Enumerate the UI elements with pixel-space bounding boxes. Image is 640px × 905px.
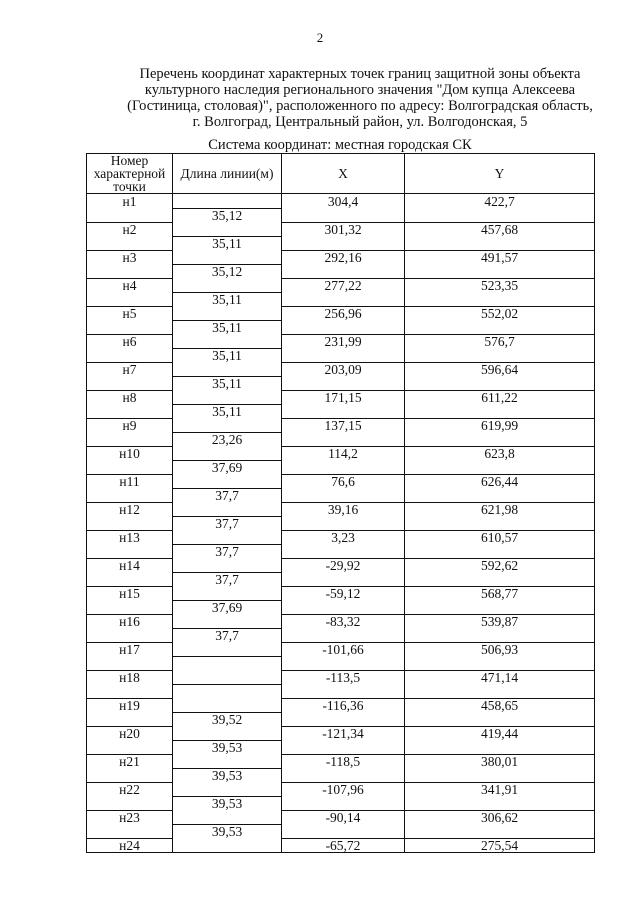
point-name-cell: н4 [87,278,173,292]
empty-cell [405,488,595,502]
empty-cell [87,320,173,334]
point-name-cell: н10 [87,446,173,460]
empty-cell [405,376,595,390]
empty-cell [282,600,405,614]
point-name-cell: н17 [87,642,173,656]
table-row [87,614,595,628]
segment-row [87,572,595,586]
segment-row [87,404,595,418]
empty-cell [87,264,173,278]
line-length-cell [173,530,282,544]
segment-row [87,208,595,222]
segment-length-cell: 35,12 [173,264,282,278]
line-length-cell [173,642,282,656]
empty-cell [87,404,173,418]
point-name-cell: н5 [87,306,173,320]
line-length-cell [173,614,282,628]
x-coordinate-cell: 203,09 [282,362,405,376]
x-coordinate-cell: -90,14 [282,810,405,824]
empty-cell [87,460,173,474]
y-coordinate-cell: 506,93 [405,642,595,656]
point-name-cell: н21 [87,754,173,768]
segment-row [87,376,595,390]
segment-row [87,824,595,838]
line-length-cell [173,698,282,712]
empty-cell [405,432,595,446]
table-row [87,474,595,488]
segment-row [87,600,595,614]
segment-length-cell: 39,53 [173,768,282,782]
y-coordinate-cell: 306,62 [405,810,595,824]
empty-cell [282,432,405,446]
empty-cell [282,628,405,642]
x-coordinate-cell: 3,23 [282,530,405,544]
empty-cell [405,600,595,614]
line-length-cell [173,670,282,684]
segment-length-cell: 37,7 [173,516,282,530]
line-length-cell [173,390,282,404]
x-coordinate-cell: 76,6 [282,474,405,488]
empty-cell [405,348,595,362]
point-name-cell: н22 [87,782,173,796]
header-y: Y [405,154,595,194]
empty-cell [405,572,595,586]
y-coordinate-cell: 458,65 [405,698,595,712]
y-coordinate-cell: 592,62 [405,558,595,572]
empty-cell [282,768,405,782]
title-line: г. Волгоград, Центральный район, ул. Волгодонская, 5 [192,114,528,130]
segment-row [87,460,595,474]
coordinates-table-body [87,194,595,853]
segment-row [87,628,595,642]
segment-length-cell: 39,53 [173,740,282,754]
segment-length-cell: 37,7 [173,488,282,502]
empty-cell [282,544,405,558]
empty-cell [405,292,595,306]
point-name-cell: н13 [87,530,173,544]
segment-length-cell: 37,69 [173,460,282,474]
point-name-cell: н8 [87,390,173,404]
empty-cell [282,684,405,698]
empty-cell [87,208,173,222]
x-coordinate-cell: -116,36 [282,698,405,712]
line-length-cell [173,586,282,600]
x-coordinate-cell: 292,16 [282,250,405,264]
empty-cell [87,684,173,698]
segment-length-cell: 35,11 [173,376,282,390]
empty-cell [282,348,405,362]
point-name-cell: н15 [87,586,173,600]
empty-cell [87,236,173,250]
x-coordinate-cell: 256,96 [282,306,405,320]
table-row [87,586,595,600]
line-length-cell [173,222,282,236]
y-coordinate-cell: 419,44 [405,726,595,740]
x-coordinate-cell: 304,4 [282,194,405,209]
line-length-cell [173,782,282,796]
line-length-cell [173,446,282,460]
line-length-cell [173,810,282,824]
y-coordinate-cell: 596,64 [405,362,595,376]
x-coordinate-cell: -107,96 [282,782,405,796]
title-line: Перечень координат характерных точек границ защитной зоны объекта [139,66,581,82]
empty-cell [282,404,405,418]
segment-row [87,432,595,446]
y-coordinate-cell: 539,87 [405,614,595,628]
line-length-cell [173,306,282,320]
point-name-cell: н9 [87,418,173,432]
segment-length-cell [173,684,282,698]
title-line: культурного наследия регионального значения "Дом купца Алексеева [144,82,576,98]
line-length-cell [173,362,282,376]
empty-cell [87,292,173,306]
point-name-cell: н11 [87,474,173,488]
empty-cell [87,768,173,782]
empty-cell [405,264,595,278]
empty-cell [87,544,173,558]
table-row [87,222,595,236]
table-row [87,390,595,404]
table-header-row [87,154,595,194]
coordinates-table [86,153,595,853]
empty-cell [282,824,405,838]
y-coordinate-cell: 623,8 [405,446,595,460]
line-length-cell [173,838,282,853]
point-name-cell: н14 [87,558,173,572]
segment-length-cell: 37,69 [173,600,282,614]
segment-row [87,236,595,250]
segment-length-cell: 39,53 [173,796,282,810]
table-row [87,306,595,320]
empty-cell [405,516,595,530]
empty-cell [405,460,595,474]
empty-cell [87,432,173,446]
empty-cell [87,600,173,614]
y-coordinate-cell: 341,91 [405,782,595,796]
point-name-cell: н24 [87,838,173,853]
y-coordinate-cell: 611,22 [405,390,595,404]
empty-cell [282,656,405,670]
y-coordinate-cell: 626,44 [405,474,595,488]
segment-row [87,768,595,782]
empty-cell [87,796,173,810]
empty-cell [87,628,173,642]
empty-cell [87,740,173,754]
segment-length-cell: 39,53 [173,824,282,838]
segment-length-cell: 37,7 [173,572,282,586]
empty-cell [405,656,595,670]
x-coordinate-cell: 171,15 [282,390,405,404]
empty-cell [405,684,595,698]
point-name-cell: н6 [87,334,173,348]
x-coordinate-cell: -101,66 [282,642,405,656]
segment-row [87,348,595,362]
x-coordinate-cell: 301,32 [282,222,405,236]
y-coordinate-cell: 471,14 [405,670,595,684]
point-name-cell: н3 [87,250,173,264]
table-row [87,726,595,740]
x-coordinate-cell: 277,22 [282,278,405,292]
page-number: 2 [316,30,324,45]
y-coordinate-cell: 380,01 [405,754,595,768]
empty-cell [405,404,595,418]
segment-row [87,320,595,334]
empty-cell [405,544,595,558]
segment-row [87,516,595,530]
y-coordinate-cell: 491,57 [405,250,595,264]
empty-cell [282,376,405,390]
empty-cell [87,376,173,390]
segment-row [87,544,595,558]
line-length-cell [173,334,282,348]
segment-row [87,740,595,754]
empty-cell [87,348,173,362]
empty-cell [405,740,595,754]
empty-cell [87,516,173,530]
segment-length-cell: 39,52 [173,712,282,726]
line-length-cell [173,502,282,516]
point-name-cell: н19 [87,698,173,712]
line-length-cell [173,754,282,768]
segment-row [87,264,595,278]
point-name-cell: н16 [87,614,173,628]
empty-cell [282,320,405,334]
empty-cell [282,292,405,306]
table-row [87,530,595,544]
empty-cell [87,656,173,670]
table-row [87,502,595,516]
line-length-cell [173,474,282,488]
segment-row [87,488,595,502]
empty-cell [87,712,173,726]
point-name-cell: н18 [87,670,173,684]
table-row [87,446,595,460]
x-coordinate-cell: -121,34 [282,726,405,740]
x-coordinate-cell: 114,2 [282,446,405,460]
point-name-cell: н7 [87,362,173,376]
segment-row [87,796,595,810]
line-length-cell [173,278,282,292]
table-row [87,782,595,796]
empty-cell [282,712,405,726]
empty-cell [282,796,405,810]
line-length-cell [173,418,282,432]
empty-cell [282,740,405,754]
y-coordinate-cell: 610,57 [405,530,595,544]
segment-length-cell: 37,7 [173,544,282,558]
point-name-cell: н12 [87,502,173,516]
table-row [87,278,595,292]
x-coordinate-cell: 137,15 [282,418,405,432]
empty-cell [282,516,405,530]
point-name-cell: н20 [87,726,173,740]
x-coordinate-cell: -59,12 [282,586,405,600]
x-coordinate-cell: 231,99 [282,334,405,348]
title-line: (Гостиница, столовая)", расположенного по адресу: Волгоградская область, [127,98,593,114]
empty-cell [87,488,173,502]
table-row [87,334,595,348]
point-name-cell: н2 [87,222,173,236]
empty-cell [405,628,595,642]
segment-row [87,292,595,306]
empty-cell [282,460,405,474]
segment-row [87,684,595,698]
x-coordinate-cell: -65,72 [282,838,405,853]
segment-length-cell: 35,11 [173,292,282,306]
header-line-length: Длина линии(м) [173,154,282,194]
x-coordinate-cell: -118,5 [282,754,405,768]
table-row [87,362,595,376]
y-coordinate-cell: 552,02 [405,306,595,320]
table-row [87,250,595,264]
empty-cell [87,572,173,586]
x-coordinate-cell: 39,16 [282,502,405,516]
y-coordinate-cell: 576,7 [405,334,595,348]
segment-length-cell: 35,11 [173,236,282,250]
y-coordinate-cell: 621,98 [405,502,595,516]
segment-length-cell: 35,12 [173,208,282,222]
empty-cell [405,768,595,782]
y-coordinate-cell: 457,68 [405,222,595,236]
segment-length-cell: 35,11 [173,320,282,334]
table-row [87,670,595,684]
empty-cell [405,796,595,810]
empty-cell [405,208,595,222]
x-coordinate-cell: -83,32 [282,614,405,628]
empty-cell [282,264,405,278]
point-name-cell: н1 [87,194,173,209]
y-coordinate-cell: 523,35 [405,278,595,292]
empty-cell [282,488,405,502]
table-row [87,558,595,572]
empty-cell [405,824,595,838]
segment-length-cell: 35,11 [173,348,282,362]
y-coordinate-cell: 275,54 [405,838,595,853]
segment-row [87,656,595,670]
segment-length-cell: 35,11 [173,404,282,418]
empty-cell [405,712,595,726]
document-title [90,66,630,130]
segment-row [87,712,595,726]
table-row [87,194,595,209]
table-row [87,810,595,824]
line-length-cell [173,250,282,264]
line-length-cell [173,726,282,740]
y-coordinate-cell: 568,77 [405,586,595,600]
empty-cell [282,572,405,586]
coordinate-system-caption: Система координат: местная городская СК [208,137,472,153]
segment-length-cell: 37,7 [173,628,282,642]
x-coordinate-cell: -113,5 [282,670,405,684]
y-coordinate-cell: 619,99 [405,418,595,432]
segment-length-cell [173,656,282,670]
y-coordinate-cell: 422,7 [405,194,595,209]
empty-cell [405,236,595,250]
table-row [87,698,595,712]
line-length-cell [173,558,282,572]
empty-cell [282,208,405,222]
table-row [87,642,595,656]
segment-length-cell: 23,26 [173,432,282,446]
line-length-cell [173,194,282,209]
table-row [87,418,595,432]
table-row [87,754,595,768]
empty-cell [282,236,405,250]
empty-cell [87,824,173,838]
point-name-cell: н23 [87,810,173,824]
table-row [87,838,595,853]
empty-cell [405,320,595,334]
x-coordinate-cell: -29,92 [282,558,405,572]
header-x: X [282,154,405,194]
header-point-number: Номер характерной точки [87,154,173,194]
